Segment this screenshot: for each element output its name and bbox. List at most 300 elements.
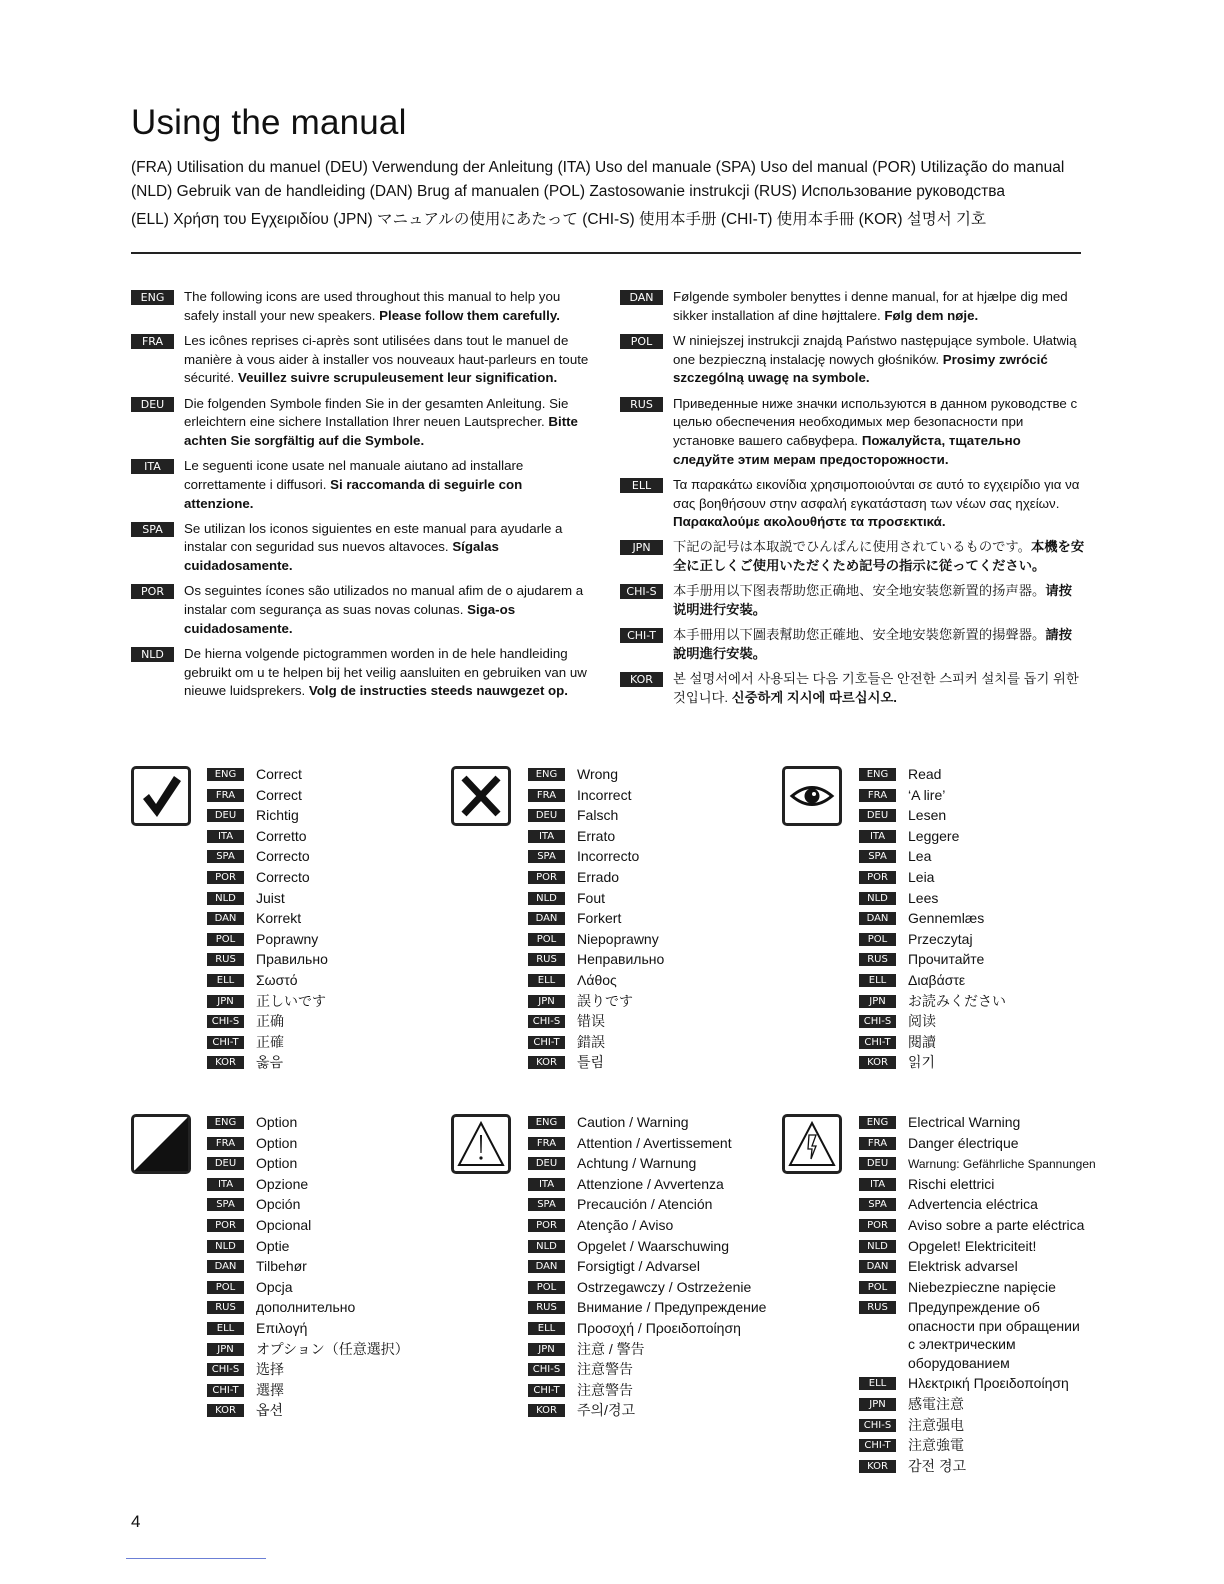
language-tag: RUS [528,1301,565,1314]
legend-row [207,1133,409,1154]
legend-row [207,991,328,1012]
legend-label: Επιλογή [256,1319,308,1336]
intro-emphasis: Bitte achten Sie sorgfältig auf die Symbole. [184,414,578,448]
icon-legend-read [859,764,1006,1073]
intro-left-column [131,288,591,708]
legend-row [859,1052,1006,1073]
legend-row [528,1153,766,1174]
language-tag: FRA [207,789,244,802]
legend-row [859,949,1006,970]
legend-row [207,1297,409,1318]
language-tag: FRA [528,1137,565,1150]
legend-label: Elektrisk advarsel [908,1258,1018,1275]
eye-icon [782,766,842,826]
language-tag: POR [859,871,896,884]
legend-label: Warnung: Gefährliche Spannungen [908,1157,1096,1172]
legend-row [207,1032,328,1053]
legend-row [207,1174,409,1195]
legend-label: Rischi elettrici [908,1175,995,1192]
legend-label: Advertencia eléctrica [908,1196,1038,1213]
intro-emphasis: Følg dem nøje. [884,307,979,323]
language-tag: ITA [207,830,244,843]
legend-row [859,991,1006,1012]
legend-label: дополнительно [256,1299,356,1316]
legend-row [207,949,328,970]
legend-label: Caution / Warning [577,1114,689,1130]
legend-label: Правильно [256,951,328,968]
language-tag: JPN [620,540,663,555]
intro-paragraph [620,395,1085,470]
intro-paragraph [620,288,1085,325]
legend-row [859,1174,1096,1195]
legend-row [207,1011,328,1032]
language-tag: DEU [207,809,244,822]
language-tag: ITA [528,1178,565,1191]
cross-icon [451,766,511,826]
icon-legend-electrical [859,1112,1096,1476]
legend-label: 正确 [256,1013,284,1030]
legend-label: Aviso sobre a parte eléctrica [908,1216,1085,1233]
legend-label: Διαβάστε [908,971,966,988]
intro-text: The following icons are used throughout this manual to help you safely install your new speakers. [184,289,561,323]
intro-emphasis: Siga-os cuidadosamente. [184,602,516,636]
page-number: 4 [131,1512,141,1531]
language-tag: ENG [528,1116,565,1129]
language-tag: NLD [207,892,244,905]
intro-paragraph [620,582,1085,619]
language-tag: JPN [528,995,565,1008]
language-tag: ITA [859,830,896,843]
legend-row [528,970,664,991]
language-tag: FRA [859,789,896,802]
legend-row [859,1373,1096,1394]
legend-label: 감전 경고 [908,1457,966,1474]
legend-row [528,1052,664,1073]
language-tag: ELL [207,974,244,987]
legend-row [207,1380,409,1401]
language-tag: POL [528,1281,565,1294]
language-tag: NLD [859,1240,896,1253]
legend-label: Correct [256,786,302,803]
language-tag: CHI-T [528,1036,565,1049]
legend-label: Lees [908,889,939,906]
intro-paragraph [131,395,591,451]
language-tag: POL [620,334,663,349]
legend-row [859,846,1006,867]
icon-legend-option [207,1112,409,1421]
intro-paragraph [131,332,591,388]
legend-label: Внимание / Предупреждение [577,1299,767,1316]
legend-row [207,1339,409,1360]
intro-emphasis: Пожалуйста, тщательно следуйте этим мерам предосторожности. [673,432,1021,467]
legend-row [207,908,328,929]
legend-label: Λάθος [577,971,617,988]
legend-label: Ηλεκτρική Προειδοποίηση [908,1375,1069,1392]
legend-row [859,929,1006,950]
language-tag: SPA [528,1198,565,1211]
legend-label: 注意强电 [908,1416,964,1433]
legend-label: 읽기 [908,1054,936,1071]
language-tag: CHI-T [207,1036,244,1049]
legend-label: Gennemlæs [908,910,985,927]
language-tag: DAN [207,912,244,925]
language-tag: DEU [131,397,174,412]
legend-row [528,1256,766,1277]
legend-row [207,846,328,867]
legend-row [207,764,328,785]
header-divider [131,252,1081,254]
legend-label: 틀림 [577,1054,605,1071]
language-tag: KOR [620,672,663,687]
legend-label: Tilbehør [256,1258,307,1275]
language-tag: JPN [859,995,896,1008]
legend-label: 正確 [256,1033,284,1050]
language-tag: NLD [859,892,896,905]
language-tag: DAN [859,912,896,925]
legend-label: 옵션 [256,1402,284,1419]
legend-label: Errado [577,868,620,885]
legend-row [528,1380,766,1401]
legend-label: 選擇 [256,1381,284,1398]
language-tag: CHI-S [859,1419,896,1432]
language-tag: KOR [528,1404,565,1417]
language-tag: SPA [859,850,896,863]
legend-label: お読みください [908,992,1006,1009]
legend-row [859,1215,1096,1236]
language-tag: ENG [207,1116,244,1129]
legend-label: 错误 [577,1013,605,1030]
language-tag: CHI-T [620,628,663,643]
legend-row [207,785,328,806]
legend-row [207,1215,409,1236]
legend-row [207,888,328,909]
language-tag: POL [528,933,565,946]
language-tag: RUS [207,1301,244,1314]
legend-row [859,1394,1096,1415]
legend-label: Correcto [256,868,310,885]
language-tag: JPN [207,1343,244,1356]
legend-row [859,1256,1096,1277]
legend-label: Opción [256,1196,301,1213]
language-titles-line-1: (FRA) Utilisation du manuel (DEU) Verwendung der Anleitung (ITA) Uso del manuale (SPA) Uso del manual (POR) Utilização do manual [131,159,1065,176]
intro-emphasis: 请按说明进行安装。 [673,583,1072,618]
legend-label: ‘A lire’ [908,786,946,803]
legend-label: Errato [577,827,616,844]
legend-label: Прочитайте [908,951,985,968]
legend-row [859,867,1006,888]
legend-row [859,826,1006,847]
language-titles-line-3: (ELL) Χρήση του Εγχειριδίου (JPN) マニュアルの使用にあたって (CHI-S) 使用本手册 (CHI-T) 使用本手冊 (KOR) 설명서 기호 [131,211,986,228]
language-tag: ELL [528,1322,565,1335]
legend-label: 选择 [256,1361,284,1378]
icon-legend-correct [207,764,328,1073]
legend-label: Opzione [256,1175,309,1192]
language-tag: ELL [207,1322,244,1335]
legend-row [859,1153,1096,1174]
legend-label: Ostrzegawczy / Ostrzeżenie [577,1278,752,1295]
legend-label: Przeczytaj [908,930,973,947]
legend-row [528,1318,766,1339]
language-tag: ELL [859,1377,896,1390]
legend-row [528,1359,766,1380]
legend-row [859,1194,1096,1215]
electrical-warning-icon [782,1114,842,1174]
legend-label: 注意強電 [908,1437,964,1454]
language-tag: POL [859,933,896,946]
legend-row [207,1112,409,1133]
language-tag: ENG [859,1116,896,1129]
legend-label: Leia [908,868,935,885]
intro-emphasis: Παρακαλούμε ακολουθήστε τα προσεκτικά. [673,514,946,530]
language-tag: DAN [620,290,663,305]
legend-label: Opgelet! Elektriciteit! [908,1237,1037,1254]
legend-row [207,1236,409,1257]
intro-emphasis: Sígalas cuidadosamente. [184,539,499,574]
legend-label: Atenção / Aviso [577,1216,674,1233]
legend-row [528,991,664,1012]
legend-row [859,1415,1096,1436]
legend-label: 閱讀 [908,1033,936,1050]
legend-label: Juist [256,889,285,906]
intro-paragraph [620,476,1085,532]
language-tag: ITA [859,1178,896,1191]
intro-paragraph [131,288,591,325]
legend-row [859,1297,1088,1373]
language-tag: POR [207,871,244,884]
legend-row [528,1297,766,1318]
legend-row [528,785,664,806]
legend-row [528,1174,766,1195]
legend-row [528,1277,766,1298]
intro-text: W niniejszej instrukcji znajdą Państwo następujące symbole. Ułatwią one bezpieczną instalację nowych głośników. [673,332,1077,367]
legend-row [528,888,664,909]
legend-label: Неправильно [577,951,665,968]
language-tag: RUS [859,1301,896,1314]
legend-row [528,908,664,929]
language-tag: NLD [528,892,565,905]
legend-label: 주의/경고 [577,1402,635,1419]
intro-emphasis: Please follow them carefully. [379,307,560,323]
legend-row [528,929,664,950]
language-tag: POR [207,1219,244,1232]
language-tag: CHI-T [859,1036,896,1049]
language-tag: SPA [207,1198,244,1211]
legend-label: Option [256,1134,298,1151]
intro-paragraph [131,645,591,701]
language-tag: DEU [528,1157,565,1170]
language-tag: ELL [620,478,663,493]
language-tag: DEU [859,809,896,822]
language-tag: ENG [528,768,565,781]
intro-text: 本手冊用以下圖表幫助您正確地、安全地安裝您新置的揚聲器。 [673,627,1046,643]
intro-emphasis: Volg de instructies steeds nauwgezet op. [308,683,569,699]
legend-label: Opgelet / Waarschuwing [577,1237,729,1254]
intro-right-column [620,288,1085,714]
legend-label: Correcto [256,848,310,865]
caution-warning-icon [451,1114,511,1174]
legend-row [207,867,328,888]
language-tag: RUS [528,953,565,966]
language-tag: DEU [207,1157,244,1170]
legend-row [207,1277,409,1298]
legend-row [528,1400,766,1421]
legend-row [207,1318,409,1339]
legend-row [859,1011,1006,1032]
legend-row [207,1256,409,1277]
legend-row [207,1153,409,1174]
icon-legend-caution [528,1112,766,1421]
language-tag: JPN [528,1343,565,1356]
language-titles-line-2: (NLD) Gebruik van de handleiding (DAN) Brug af manualen (POL) Zastosowanie instrukcji (RUS) Использование руководства [131,183,1005,200]
legend-row [528,949,664,970]
language-tag: KOR [859,1056,896,1069]
legend-row [528,1112,766,1133]
legend-row [859,1112,1096,1133]
footer-line [126,1558,266,1559]
language-tag: ITA [131,459,174,474]
language-tag: FRA [131,334,174,349]
legend-label: Fout [577,889,606,906]
intro-paragraph [131,520,591,576]
legend-label: Achtung / Warnung [577,1155,697,1172]
legend-label: Richtig [256,807,299,824]
legend-row [207,1194,409,1215]
legend-row [859,1456,1096,1477]
intro-paragraph [620,538,1085,575]
intro-paragraph [620,670,1085,707]
legend-row [207,1400,409,1421]
language-tag: NLD [528,1240,565,1253]
legend-label: Opcja [256,1278,293,1295]
language-tag: DEU [859,1157,896,1170]
language-tag: CHI-S [528,1015,565,1028]
language-tag: POL [207,1281,244,1294]
language-tag: RUS [620,397,663,412]
legend-label: Read [908,766,942,782]
legend-label: Danger électrique [908,1134,1019,1151]
legend-row [859,908,1006,929]
legend-label: Falsch [577,807,619,824]
legend-label: Forsigtigt / Advarsel [577,1258,700,1275]
legend-row [528,1032,664,1053]
intro-emphasis: Prosimy zwrócić szczególną uwagę na symbole. [673,351,1048,386]
intro-paragraph [620,332,1085,388]
intro-emphasis: 신중하게 지시에 따르십시오. [731,689,898,705]
language-tag: ELL [528,974,565,987]
legend-label: Προσοχή / Προειδοποίηση [577,1319,741,1336]
language-tag: NLD [131,647,174,662]
language-tag: ELL [859,974,896,987]
legend-label: 注意警告 [577,1361,633,1378]
intro-text: 下記の記号は本取説でひんぱんに使用されているものです。 [673,539,1031,555]
language-tag: DEU [528,809,565,822]
language-tag: CHI-T [859,1439,896,1452]
legend-label: Option [256,1155,298,1172]
option-triangle-icon [131,1114,191,1174]
legend-row [859,888,1006,909]
intro-paragraph [620,626,1085,663]
legend-row [859,970,1006,991]
legend-label: 正しいです [256,992,326,1009]
legend-label: 錯誤 [577,1033,605,1050]
language-tag: NLD [207,1240,244,1253]
legend-row [528,1236,766,1257]
legend-row [207,805,328,826]
intro-text: Følgende symboler benyttes i denne manual, for at hjælpe dig med sikker installation af dine højttalere. [673,289,1068,323]
legend-row [528,826,664,847]
language-tag: CHI-S [859,1015,896,1028]
legend-row [528,1133,766,1154]
language-tag: RUS [859,953,896,966]
legend-label: 옳음 [256,1054,284,1071]
intro-emphasis: Si raccomanda di seguirle con attenzione. [184,476,523,511]
language-tag: ITA [528,830,565,843]
legend-label: 注意警告 [577,1381,633,1398]
legend-label: Предупреждение об опасности при обращении с электрическим оборудованием [908,1299,1080,1371]
legend-row [859,1435,1096,1456]
legend-label: Attenzione / Avvertenza [577,1175,724,1192]
intro-text: Приведенные ниже значки используются в данном руководстве с целью обеспечения необходимых мер безопасности при установке вашего сабвуфера. [673,395,1078,448]
legend-row [859,1133,1096,1154]
legend-row [207,1052,328,1073]
language-tag: POR [859,1219,896,1232]
icon-legend-wrong [528,764,664,1073]
legend-label: Σωστό [256,971,298,988]
legend-label: 誤りです [577,992,633,1009]
legend-row [859,1236,1096,1257]
language-tag: POR [528,1219,565,1232]
legend-row [528,1215,766,1236]
language-tag: POR [528,871,565,884]
legend-row [528,846,664,867]
legend-label: Optie [256,1237,290,1254]
legend-row [528,1339,766,1360]
intro-emphasis: Veuillez suivre scrupuleusement leur signification. [237,370,558,386]
legend-label: Lesen [908,807,947,824]
intro-text: Se utilizan los iconos siguientes en este manual para ayudarle a instalar con seguridad sus nuevos altavoces. [184,520,563,555]
language-tag: SPA [131,522,174,537]
language-tag: KOR [207,1404,244,1417]
language-tag: DAN [207,1260,244,1273]
language-tag: KOR [859,1460,896,1473]
legend-label: Corretto [256,827,307,844]
language-tag: JPN [207,995,244,1008]
legend-label: Poprawny [256,930,319,947]
language-tag: ENG [207,768,244,781]
language-tag: RUS [207,953,244,966]
legend-label: Lea [908,848,932,865]
language-tag: DAN [528,912,565,925]
legend-row [528,805,664,826]
legend-row [528,764,664,785]
legend-row [528,1194,766,1215]
legend-label: Incorrecto [577,848,640,865]
language-tag: FRA [207,1137,244,1150]
legend-label: Electrical Warning [908,1114,1021,1130]
language-tag: CHI-S [207,1015,244,1028]
legend-label: Leggere [908,827,960,844]
intro-text: 본 설명서에서 사용되는 다음 기호들은 안전한 스피커 설치를 돕기 위한 것입니다. [673,671,1079,705]
language-tag: KOR [207,1056,244,1069]
legend-label: 注意 / 警告 [577,1340,645,1357]
language-tag: CHI-T [207,1384,244,1397]
legend-label: Wrong [577,766,618,782]
legend-row [859,805,1006,826]
legend-label: オプション（任意選択） [256,1340,409,1357]
legend-label: 感電注意 [908,1395,964,1412]
legend-label: Correct [256,766,302,782]
intro-text: Τα παρακάτω εικονίδια χρησιμοποιούνται σε αυτό το εγχειρίδιο για να σας βοηθήσουν στην ασφαλή εγκατάσταση των νέων σας ηχείων. [673,476,1080,511]
